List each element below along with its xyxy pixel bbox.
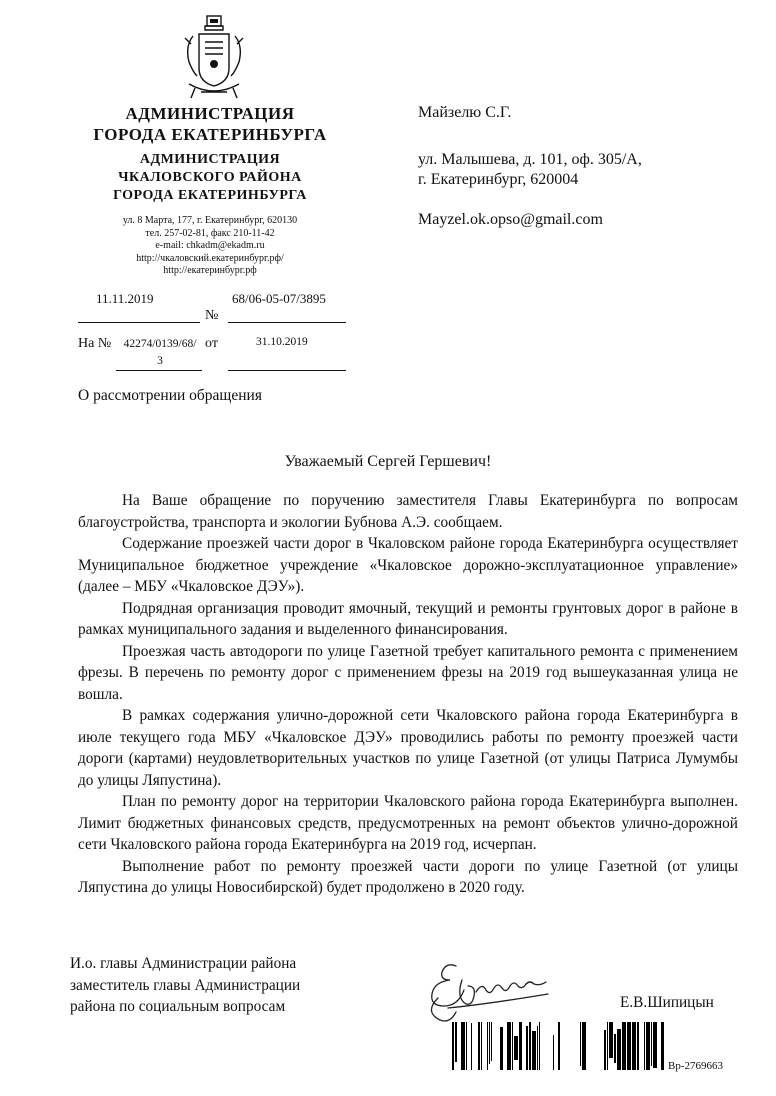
sender-site1: http://чкаловский.екатеринбург.рф/ [136, 252, 284, 264]
sender-phone: тел. 257-02-81, факс 210-11-42 [145, 227, 275, 239]
incoming-from-label: от [205, 336, 218, 351]
incoming-date-line [228, 370, 346, 371]
body-paragraph: Проезжая часть автодороги по улице Газетной требует капитального ремонта с применением фрезы. В перечень по ремонту дорог с применением фрезы на 2019 год вышеуказанная улица не вошла. [78, 642, 738, 703]
letter-body [78, 490, 738, 899]
incoming-ref-line1: 42274/0139/68/ [123, 338, 197, 350]
sender-contacts [60, 215, 360, 278]
outgoing-date-line [78, 322, 200, 323]
outgoing-date: 11.11.2019 [96, 291, 154, 306]
body-paragraph: Содержание проезжей части дорог в Чкаловском районе города Екатеринбурга осуществляет Муниципальное бюджетное учреждение «Чкаловское дорожно-эксплуатационное управление» (далее – МБУ «Чкаловское ДЭУ»). [78, 535, 738, 595]
letter-subject: О рассмотрении обращения [78, 387, 262, 404]
ekaterinburg-coat-of-arms-icon [181, 14, 247, 102]
sender-dept-name [60, 151, 360, 205]
sender-org-line1: АДМИНИСТРАЦИЯ [125, 104, 295, 123]
incoming-date: 31.10.2019 [256, 336, 308, 348]
outgoing-number-line [228, 322, 346, 323]
sender-dept-line2: ЧКАЛОВСКОГО РАЙОНА [118, 170, 302, 185]
sender-email: e-mail: chkadm@ekadm.ru [155, 240, 265, 251]
handwritten-signature [418, 958, 568, 1024]
outgoing-number-sign: № [205, 308, 219, 323]
sender-org-name [60, 103, 360, 145]
recipient-address-line2: г. Екатеринбург, 620004 [418, 171, 579, 188]
signatory-position-line3: района по социальным вопросам [70, 998, 286, 1015]
signatory-position [70, 953, 300, 1018]
body-paragraph: На Ваше обращение по поручению заместителя Главы Екатеринбурга по вопросам благоустройства, транспорта и экологии Бубнова А.Э. сообщаем. [78, 492, 738, 531]
incoming-ref-line [116, 370, 202, 371]
incoming-label: На № [78, 336, 112, 351]
sender-site2: http://екатеринбург.рф [163, 265, 257, 276]
letter-greeting: Уважаемый Сергей Гершевич! [284, 453, 492, 470]
body-paragraph: Подрядная организация проводит ямочный, текущий и ремонты грунтовых дорог в районе в рамках муниципального задания и выделенного финансирования. [78, 599, 738, 638]
sender-org-line2: ГОРОДА ЕКАТЕРИНБУРГА [93, 125, 327, 144]
incoming-ref-line2: 3 [157, 355, 163, 367]
signatory-position-line2: заместитель главы Администрации [70, 976, 301, 994]
document-barcode [452, 1022, 664, 1070]
sender-dept-line3: ГОРОДА ЕКАТЕРИНБУРГА [113, 188, 307, 203]
signer-name: Е.В.Шипицын [620, 994, 714, 1011]
sender-dept-line1: АДМИНИСТРАЦИЯ [139, 152, 281, 167]
recipient-name: Майзелю С.Г. [418, 104, 512, 121]
registration-number: Вр-2769663 [668, 1060, 723, 1072]
body-paragraph: Выполнение работ по ремонту проезжей части дороги по улице Газетной (от улицы Ляпустина до улицы Новосибирской) будет продолжено в 2020 году. [78, 857, 738, 896]
incoming-ref [118, 336, 202, 370]
recipient-address-line1: ул. Малышева, д. 101, оф. 305/А, [418, 151, 642, 168]
body-paragraph: В рамках содержания улично-дорожной сети Чкаловского района города Екатеринбурга в июле текущего года МБУ «Чкаловское ДЭУ» проводились работы по ремонту проезжей части дороги (картами) неудовлетворительных участков по улице Газетной (от улицы Патриса Лумумбы до улицы Ляпустина). [78, 707, 738, 789]
recipient-email: Mayzel.ok.opso@gmail.com [418, 211, 603, 228]
signatory-position-line1: И.о. главы Администрации района [70, 955, 297, 972]
outgoing-number: 68/06-05-07/3895 [232, 291, 326, 306]
sender-address: ул. 8 Марта, 177, г. Екатеринбург, 620130 [122, 215, 298, 226]
body-paragraph: План по ремонту дорог на территории Чкаловского района города Екатеринбурга выполнен. Лимит бюджетных финансовых средств, предусмотренных на ремонт объектов улично-дорожной сети Чкаловского района города Екатеринбурга на 2019 год, исчерпан. [78, 793, 738, 853]
